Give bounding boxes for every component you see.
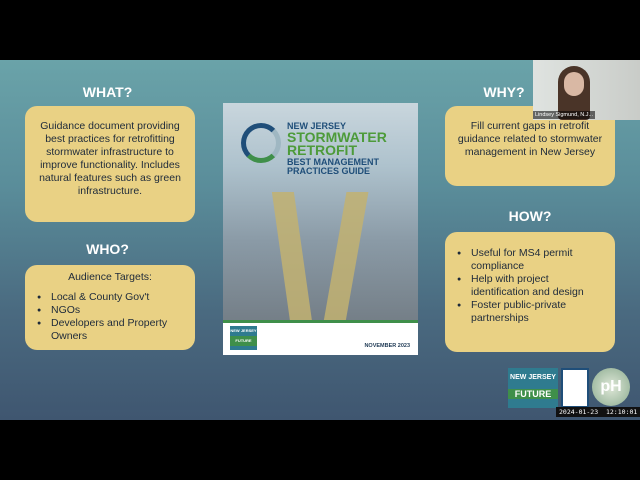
recycle-logo-icon [241,123,281,163]
timestamp: 2024-01-23 12:10:01 [556,407,640,417]
guide-cover-image [223,103,418,355]
njf-logo [508,368,558,408]
what-heading: WHAT? [82,84,133,100]
watershed-logo [561,368,589,408]
list-item: ● Developers and Property Owners [33,317,187,343]
how-heading: HOW? [508,208,552,224]
logo-text: FUTURE [230,336,257,346]
participant-face [564,72,584,96]
road-line [272,192,312,322]
cover-title-line: RETROFIT [287,142,357,158]
logo-text: FUTURE [508,389,558,399]
who-heading: WHO? [86,241,129,257]
cover-title-line: STORMWATER [287,129,387,145]
cover-title-line: BEST MANAGEMENT [287,157,379,167]
cover-title-line: PRACTICES GUIDE [287,166,371,176]
list-item: ● Local & County Gov't [33,291,187,304]
list-item: ● NGOs [33,304,187,317]
cover-date: NOVEMBER 2023 [364,343,410,349]
njf-logo [230,326,257,350]
cover-title-line: NEW JERSEY [287,121,347,131]
list-item: ● Foster public-private partnerships [453,299,607,325]
why-box: Fill current gaps in retrofit guidance related to stormwater management in New Jersey [445,106,615,186]
cover-footer [223,320,418,355]
participant-video[interactable] [533,60,640,120]
logo-text: NEW JERSEY [230,328,257,333]
who-box [25,265,195,350]
participant-name: Lindsey Sigmund, N.J... [535,112,594,118]
list-item: ● Help with project identification and design [453,273,607,299]
logo-text: NEW JERSEY [510,374,556,381]
who-title: Audience Targets: [68,271,152,283]
what-box: Guidance document providing best practices for retrofitting stormwater infrastructure to improve functionality. Includes natural features such as green infrastructure. [25,106,195,222]
why-heading: WHY? [483,84,525,100]
how-box [445,232,615,352]
road-line [324,192,369,322]
list-item: ● Useful for MS4 permit compliance [453,247,607,273]
ph-logo: pH [592,368,630,406]
